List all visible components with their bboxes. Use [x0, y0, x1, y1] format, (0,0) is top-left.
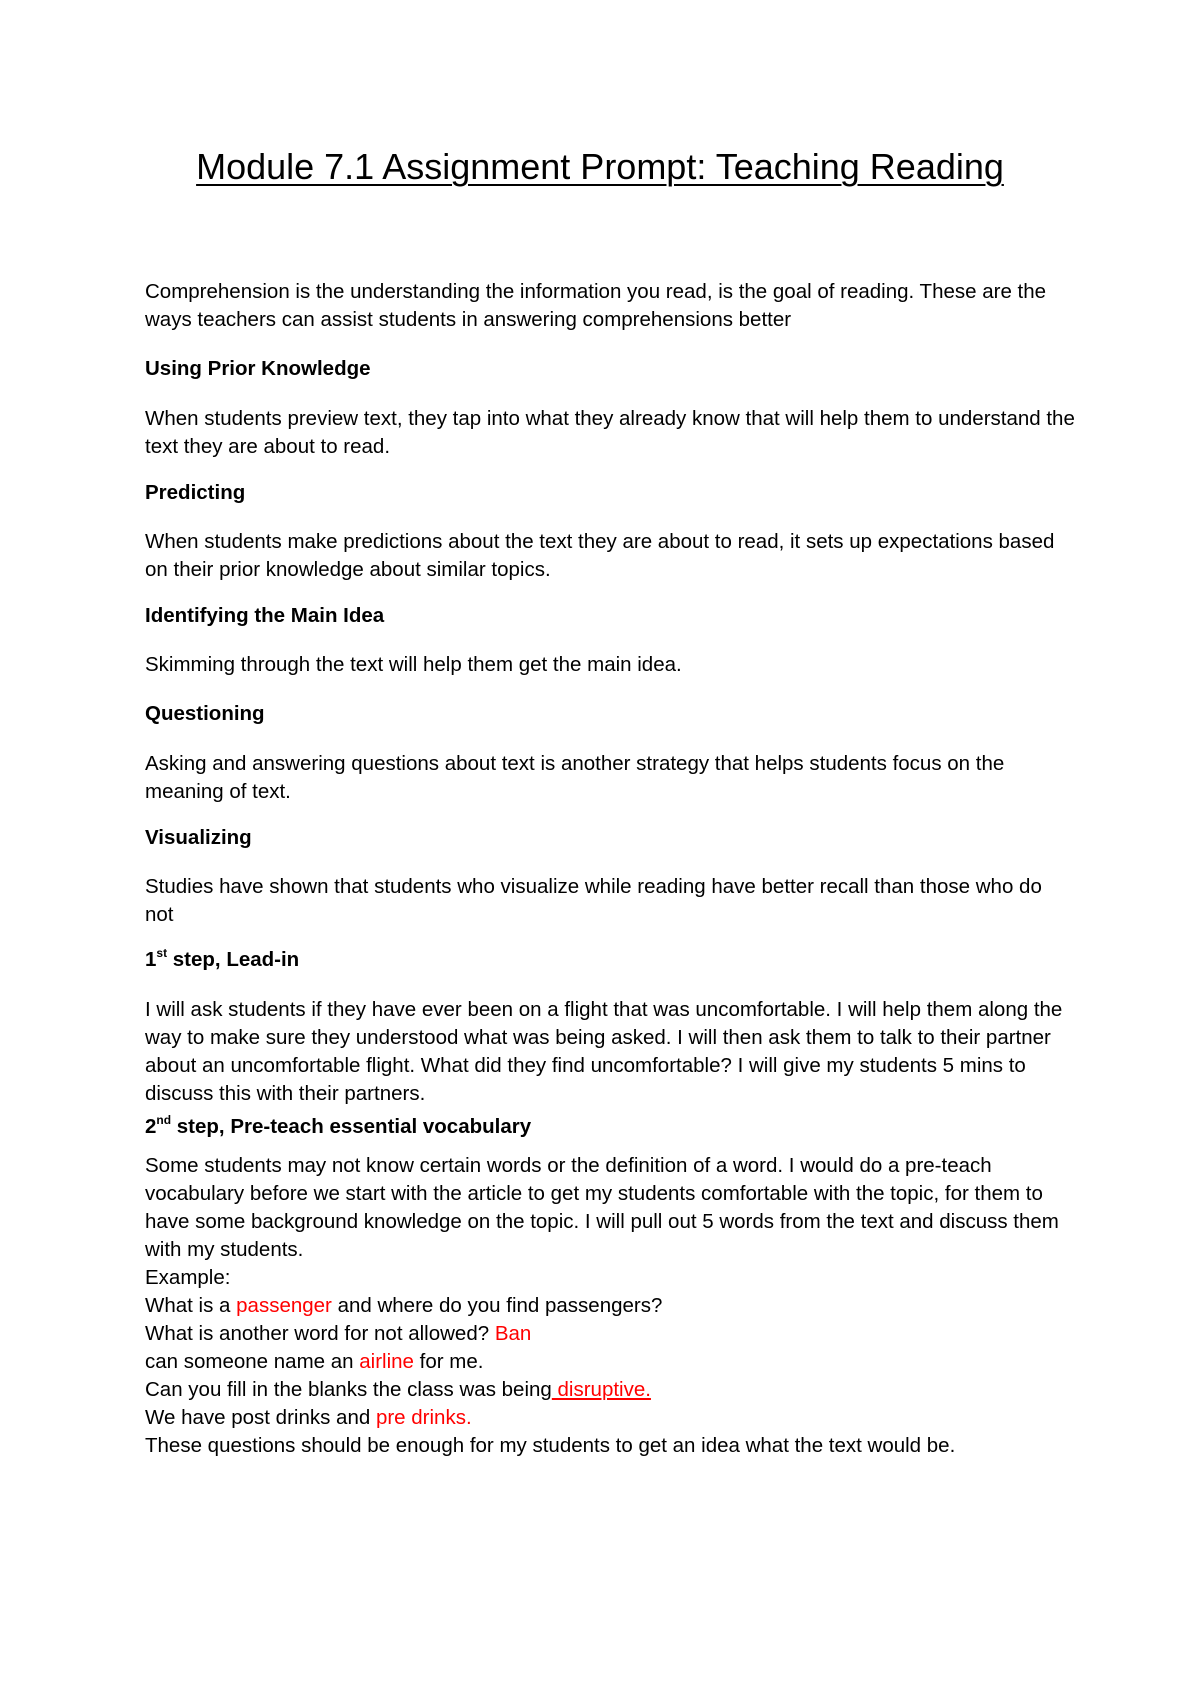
vocab-question-disruptive: Can you fill in the blanks the class was being disruptive.: [145, 1378, 651, 1401]
section-heading-main-idea: Identifying the Main Idea: [145, 604, 385, 627]
step1-heading: [145, 946, 1075, 974]
step2-content: [145, 1152, 1075, 1460]
vocab-word-ban: Ban: [494, 1322, 532, 1345]
section-body-visualizing: Studies have shown that students who visualize while reading have better recall than those who do not: [145, 875, 1042, 926]
section-body-prior-knowledge: When students preview text, they tap into what they already know that will help them to understand the text they are about to read.: [145, 407, 1075, 458]
intro-paragraph: Comprehension is the understanding the information you read, is the goal of reading. These are the ways teachers can assist students in answering comprehensions better: [145, 280, 1047, 331]
section-body-main-idea: Skimming through the text will help them get the main idea.: [145, 653, 682, 676]
step1-number: 1: [145, 948, 157, 971]
section-heading-predicting: Predicting: [145, 481, 246, 504]
section-heading-visualizing: Visualizing: [145, 826, 252, 849]
step1-body: I will ask students if they have ever been on a flight that was uncomfortable. I will help them along the way to make sure they understood what was being asked. I will then ask them to talk to their partner about an uncomfortable flight. What did they find uncomfortable? I will give my students 5 mins to discuss this with their partners.: [145, 998, 1063, 1105]
step1-heading-text: step, Lead-in: [167, 948, 300, 971]
section-heading-prior-knowledge: Using Prior Knowledge: [145, 357, 371, 380]
example-label: Example:: [145, 1266, 231, 1289]
vocab-question-pre-drinks: We have post drinks and pre drinks.: [145, 1406, 472, 1429]
vocab-word-passenger: passenger: [236, 1294, 332, 1317]
vocab-question-passenger: What is a passenger and where do you find passengers?: [145, 1294, 663, 1317]
vocab-word-pre-drinks: pre drinks.: [375, 1406, 472, 1429]
step2-closing: These questions should be enough for my students to get an idea what the text would be.: [145, 1434, 956, 1457]
step2-number: 2: [145, 1115, 157, 1138]
section-heading-questioning: Questioning: [145, 702, 265, 725]
step2-body: Some students may not know certain words or the definition of a word. I would do a pre-teach vocabulary before we start with the article to get my students comfortable with the topic, for them to have some background knowledge on the topic. I will pull out 5 words from the text and discuss them with my students.: [145, 1154, 1059, 1261]
vocab-word-airline: airline: [359, 1350, 414, 1373]
section-body-questioning: Asking and answering questions about text is another strategy that helps students focus on the meaning of text.: [145, 752, 1005, 803]
section-body-predicting: When students make predictions about the text they are about to read, it sets up expectations based on their prior knowledge about similar topics.: [145, 530, 1055, 581]
step1-ordinal-suffix: st: [156, 946, 168, 960]
vocab-question-ban: What is another word for not allowed? Ban: [145, 1322, 532, 1345]
vocab-word-disruptive: disruptive.: [551, 1378, 651, 1401]
step2-ordinal-suffix: nd: [156, 1113, 172, 1127]
step2-heading: [145, 1113, 1075, 1141]
step2-heading-text: step, Pre-teach essential vocabulary: [171, 1115, 532, 1138]
document-title: Module 7.1 Assignment Prompt: Teaching Reading: [196, 146, 1004, 187]
vocab-question-airline: can someone name an airline for me.: [145, 1350, 484, 1373]
